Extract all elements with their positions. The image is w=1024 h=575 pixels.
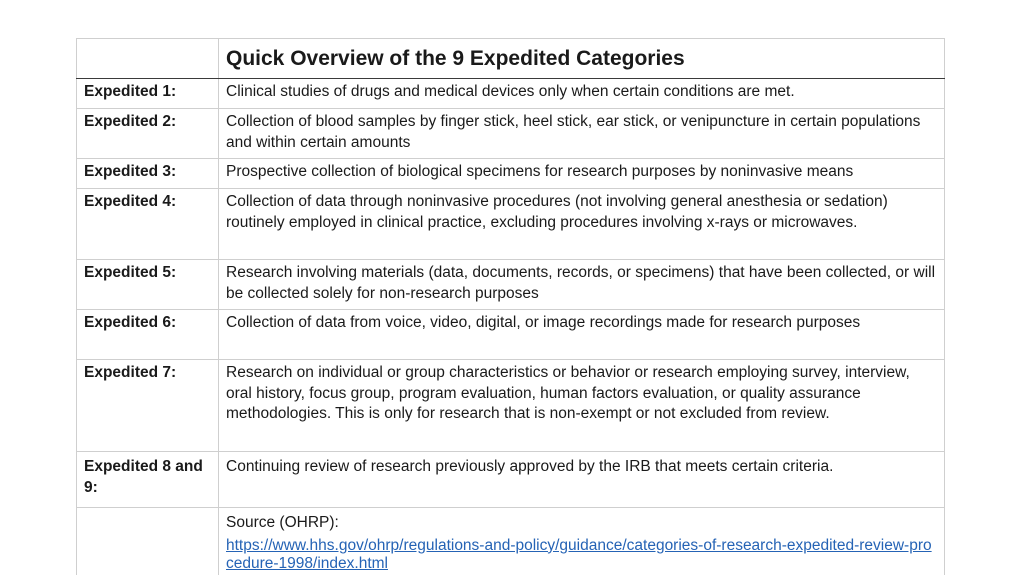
table-row [77, 189, 945, 260]
table-row [77, 260, 945, 310]
table-row [77, 310, 945, 360]
table-row [77, 360, 945, 452]
category-label: Expedited 5: [77, 260, 219, 310]
category-description: Collection of data from voice, video, digital, or image recordings made for research purposes [219, 310, 945, 360]
category-label: Expedited 3: [77, 159, 219, 189]
category-label: Expedited 6: [77, 310, 219, 360]
expedited-categories-table [76, 38, 945, 575]
category-description: Collection of blood samples by finger stick, heel stick, ear stick, or venipuncture in certain populations and within certain amounts [219, 109, 945, 159]
category-label: Expedited 4: [77, 189, 219, 260]
category-description: Research on individual or group characteristics or behavior or research employing survey, interview, oral history, focus group, program evaluation, human factors evaluation, or quality assurance methodologies. This is only for research that is non-exempt or not excluded from review. [219, 360, 945, 452]
category-label: Expedited 8 and 9: [77, 452, 219, 508]
table-row [77, 159, 945, 189]
source-label: Source (OHRP): [226, 514, 339, 531]
table-title: Quick Overview of the 9 Expedited Categories [219, 39, 945, 79]
category-description: Prospective collection of biological specimens for research purposes by noninvasive means [219, 159, 945, 189]
table-row [77, 452, 945, 508]
category-description: Collection of data through noninvasive procedures (not involving general anesthesia or sedation) routinely employed in clinical practice, excluding procedures involving x-rays or microwaves. [219, 189, 945, 260]
category-description: Research involving materials (data, documents, records, or specimens) that have been collected, or will be collected solely for non-research purposes [219, 260, 945, 310]
category-label: Expedited 2: [77, 109, 219, 159]
category-label: Expedited 7: [77, 360, 219, 452]
source-cell [219, 508, 945, 575]
table-header-row [77, 39, 945, 79]
source-link[interactable]: https://www.hhs.gov/ohrp/regulations-and-policy/guidance/categories-of-research-expedited-review-procedure-1998/index.html [226, 536, 932, 572]
source-row [77, 508, 945, 575]
header-empty-cell [77, 39, 219, 79]
table-row [77, 109, 945, 159]
table-row [77, 79, 945, 109]
category-description: Clinical studies of drugs and medical devices only when certain conditions are met. [219, 79, 945, 109]
category-label: Expedited 1: [77, 79, 219, 109]
source-empty-cell [77, 508, 219, 575]
category-description: Continuing review of research previously approved by the IRB that meets certain criteria. [219, 452, 945, 508]
